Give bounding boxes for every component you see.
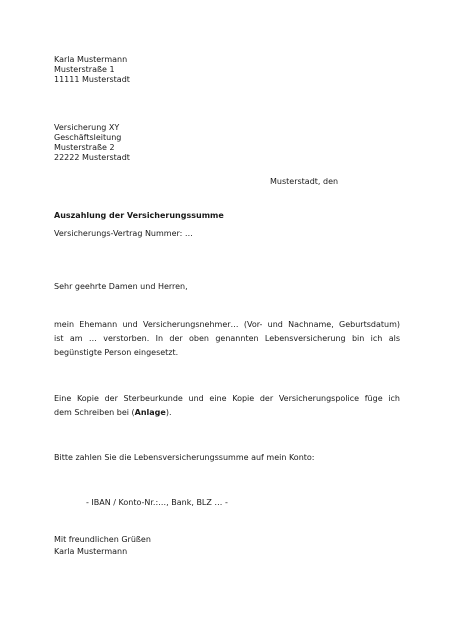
paragraph-2-line-2 [54,408,172,418]
contract-reference: Versicherungs-Vertrag Nummer: … [54,229,193,238]
paragraph-1-line-1: mein Ehemann und Versicherungsnehmer… (Vor- und Nachname, Geburtsdatum) [54,320,400,329]
date-line: Musterstadt, den [270,177,339,186]
bank-details-item: - IBAN / Konto-Nr.:…, Bank, BLZ … - [86,498,228,507]
sender-city: 11111 Musterstadt [54,75,130,84]
paragraph-2-line-2-end: ). [165,408,172,417]
recipient-department: Geschäftsleitung [54,133,122,142]
signature-name: Karla Mustermann [54,547,128,556]
sender-name: Karla Mustermann [54,55,128,64]
sender-street: Musterstraße 1 [54,65,115,74]
payment-request: Bitte zahlen Sie die Lebensversicherungssumme auf mein Konto: [54,453,315,462]
closing-phrase: Mit freundlichen Grüßen [54,535,151,544]
recipient-city: 22222 Musterstadt [54,153,130,162]
paragraph-2-line-2-start: dem Schreiben bei ( [54,408,135,417]
subject-line: Auszahlung der Versicherungssumme [54,211,224,220]
recipient-company: Versicherung XY [54,123,120,132]
paragraph-2-line-1: Eine Kopie der Sterbeurkunde und eine Kopie der Versicherungspolice füge ich [54,394,400,403]
salutation: Sehr geehrte Damen und Herren, [54,282,188,291]
recipient-street: Musterstraße 2 [54,143,115,152]
paragraph-1-line-3: begünstigte Person eingesetzt. [54,348,179,357]
attachment-label: Anlage [134,408,166,417]
paragraph-1-line-2: ist am … verstorben. In der oben genannten Lebensversicherung bin ich als [54,334,400,343]
